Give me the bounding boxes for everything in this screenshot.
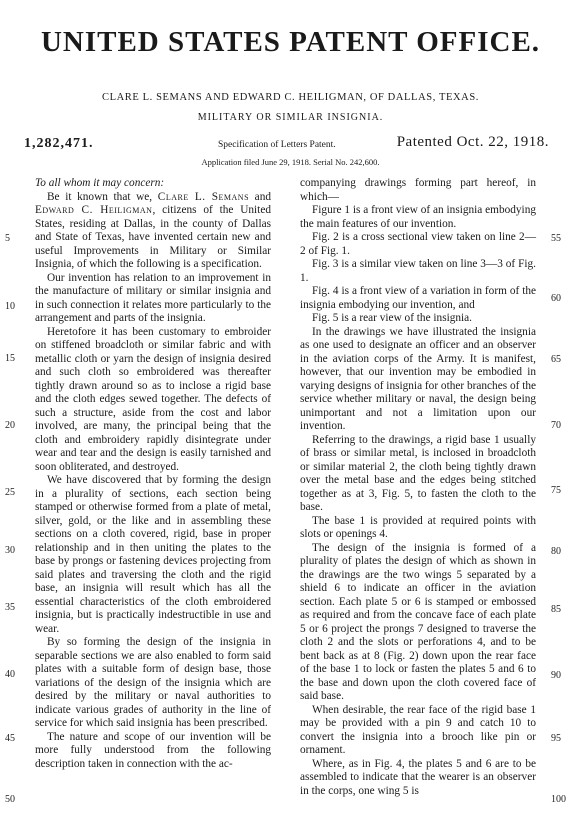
line-number: 75 (551, 485, 561, 496)
inventor-name: Clare L. Semans (157, 190, 250, 203)
line-number: 30 (5, 545, 15, 556)
paragraph: The nature and scope of our invention will be more fully understood from the following description taken in connection with the ac- (35, 730, 271, 770)
application-line: Application filed June 29, 1918. Serial No. 242,600. (201, 157, 380, 167)
paragraph: Fig. 2 is a cross sectional view taken on line 2—2 of Fig. 1. (300, 231, 536, 257)
line-number: 45 (5, 733, 15, 744)
line-number: 40 (5, 669, 15, 680)
paragraph: We have discovered that by forming the design in a plurality of sections, each section being stamped or otherwise formed from a plate of metal, silver, gold, or the like and in assembling these sections on a cloth covered, rigid, base in proper relationship and in then uniting the plates to the base by prongs or fastening devices projecting from said plates and traversing the cloth and the rigid base, an insignia will result which has all the essential characteristics of the cloth embroidered insignia, but is practically indestructible in use and wear. (35, 474, 271, 635)
line-number: 35 (5, 602, 15, 613)
line-number: 20 (5, 420, 15, 431)
paragraph: Where, as in Fig. 4, the plates 5 and 6 are to be assembled to indicate that the wearer is an observer in the corps, one wing 5 is (300, 757, 536, 797)
patented-date: Patented Oct. 22, 1918. (396, 134, 549, 150)
line-number: 85 (551, 604, 561, 615)
paragraph: The design of the insignia is formed of a plurality of plates the design of which as shown in the drawings are the two wings 5 separated by a shield 6 to indicate an officer in the aviation section. Each plate 5 or 6 is stamped or embossed as required and from the concave face of each plate 5 or 6 project the prongs 7 designed to traverse the cloth 2 and the slots or perforations 4, and to be bent back as at 8 (Fig. 2) down upon the rear face of the base 1 to lock or fasten the plates 5 and 6 to the base and down upon the cloth covered face of said base. (300, 541, 536, 702)
line-number: 100 (551, 794, 566, 805)
patent-title: UNITED STATES PATENT OFFICE. (40, 26, 541, 58)
salutation: To all whom it may concern: (35, 177, 165, 189)
line-number: 5 (5, 233, 10, 244)
line-number: 15 (5, 353, 15, 364)
paragraph: By so forming the design of the insignia in separable sections we are also enabled to form said plates with a suitable form of design base, those variations of the design of the insignia which are desired by the military or naval authorities to indicate various grades of authority in the line of service for which said insignia has been prescribed. (35, 636, 271, 729)
inventors-line: CLARE L. SEMANS AND EDWARD C. HEILIGMAN, OF DALLAS, TEXAS. (101, 92, 480, 103)
line-number: 25 (5, 487, 15, 498)
paragraph: In the drawings we have illustrated the insignia as one used to designate an officer and an observer in the aviation corps of the Army. It is manifest, however, that our invention may be embodied in varying designs of insignia for other branches of the service whether military or naval, the design being unimportant and not a limitation upon our invention. (300, 325, 536, 432)
paragraph: Fig. 5 is a rear view of the insignia. (312, 312, 473, 324)
paragraph: When desirable, the rear face of the rigid base 1 may be provided with a pin 9 and catch 10 to convert the insignia into a brooch like pin or ornament. (300, 703, 536, 756)
specification-label: Specification of Letters Patent. (218, 140, 336, 150)
line-number: 50 (5, 794, 15, 805)
paragraph: Figure 1 is a front view of an insignia embodying the main features of our invention. (300, 204, 536, 230)
text-run: and (249, 190, 271, 203)
subject-line: MILITARY OR SIMILAR INSIGNIA. (197, 112, 384, 123)
line-number: 70 (551, 420, 561, 431)
paragraph: Heretofore it has been customary to embroider on stiffened broadcloth or similar fabric and with metallic cloth or yarn the design of insignia desired and such cloth so embroidered was thereafter tightly drawn around so as to inclose a rigid base and the cloth edges sewed together. The defects of such a structure, aside from the cost and labor involved, are many, the principal being that the cloth and embroidery rapidly disintegrate under wear and tear and the design is easily tarnished and soon obliterated, and destroyed. (35, 325, 271, 473)
right-column (300, 177, 536, 798)
line-number: 65 (551, 354, 561, 365)
text-run: , citizens of the United States, residing at Dallas, in the county of Dallas and State of Texas, have invented certain new and useful Improvements in Military or Similar Insignia, of which the following is a specification. (35, 204, 271, 270)
line-number: 95 (551, 733, 561, 744)
paragraph: Fig. 3 is a similar view taken on line 3—3 of Fig. 1. (300, 258, 536, 284)
line-number: 10 (5, 301, 15, 312)
line-number: 90 (551, 670, 561, 681)
paragraph: Our invention has relation to an improvement in the manufacture of military or similar insignia and in such connection it relates more particularly to the arrangement and parts of the insignia. (35, 271, 271, 324)
line-number: 60 (551, 293, 561, 304)
paragraph (35, 191, 271, 272)
paragraph: The base 1 is provided at required points with slots or openings 4. (300, 514, 536, 540)
paragraph: Referring to the drawings, a rigid base 1 usually of brass or similar metal, is inclosed in broadcloth or similar material 2, the cloth being tightly drawn over the metal base and the edges being stitched together as at 3, Fig. 5, to fasten the cloth to the base. (300, 433, 536, 513)
line-number: 80 (551, 546, 561, 557)
text-run: Be it known that we, (47, 190, 158, 203)
left-column (35, 177, 271, 771)
patent-number: 1,282,471. (24, 136, 94, 151)
line-number: 55 (551, 233, 561, 244)
inventor-name: Edward C. Heiligman (35, 204, 153, 216)
paragraph: Fig. 4 is a front view of a variation in form of the insignia embodying our invention, and (300, 285, 536, 311)
paragraph: companying drawings forming part hereof, in which— (300, 177, 536, 203)
